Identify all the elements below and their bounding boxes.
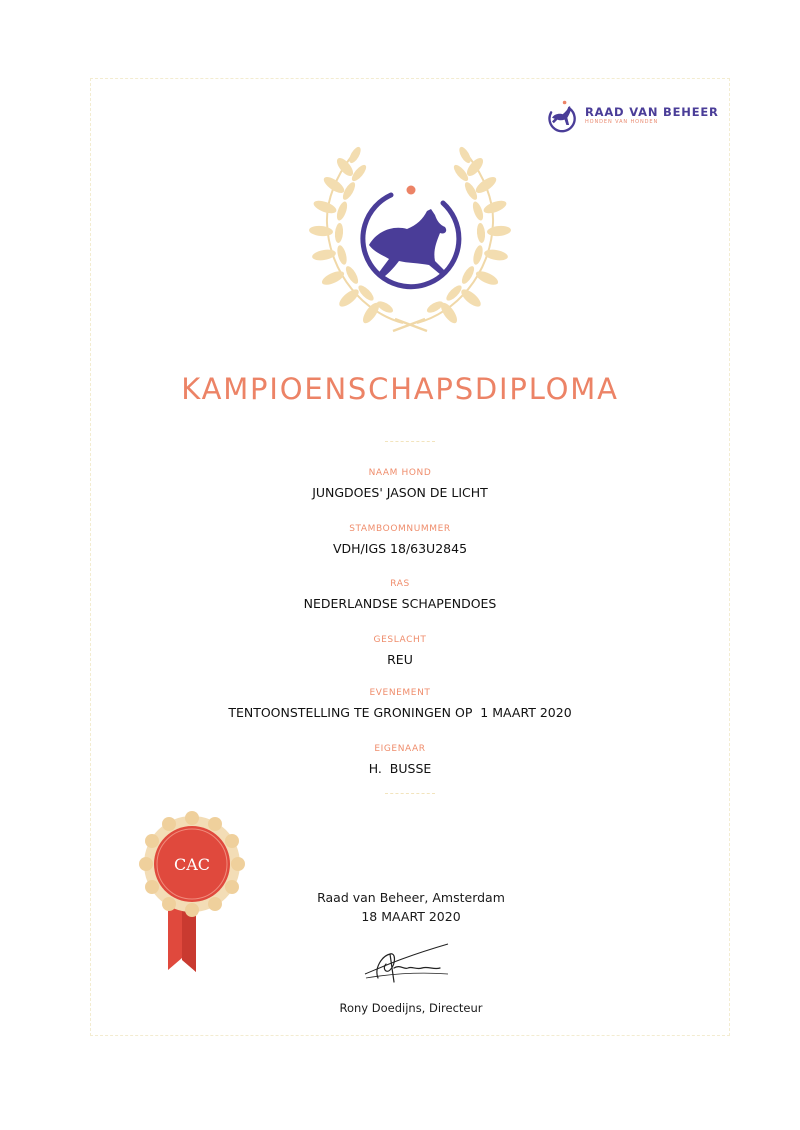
field-value: VDH/IGS 18/63U2845 (332, 541, 468, 556)
field-breed (0, 579, 800, 612)
issuer-place: Raad van Beheer, Amsterdam (317, 890, 505, 905)
divider-top (385, 441, 435, 442)
issue-date: 18 MAART 2020 (361, 909, 461, 924)
brand-logo (543, 98, 733, 134)
field-label: EIGENAAR (374, 744, 426, 754)
handwritten-signature (360, 938, 455, 986)
seal-text: CAC (173, 855, 211, 874)
field-pedigree-number (0, 524, 800, 557)
field-label: RAS (390, 579, 410, 589)
diploma-title: KAMPIOENSCHAPSDIPLOMA (181, 372, 619, 406)
dog-emblem-icon (363, 186, 459, 287)
laurel-dog-emblem (307, 145, 513, 335)
field-label: EVENEMENT (369, 688, 431, 698)
field-sex (0, 635, 800, 668)
field-value: JUNGDOES' JASON DE LICHT (312, 485, 488, 500)
field-dog-name (0, 468, 800, 501)
signer-name: Rony Doedijns, Directeur (339, 1001, 483, 1015)
cac-rosette-seal (138, 810, 246, 978)
field-label: STAMBOOMNUMMER (349, 524, 451, 534)
field-value: REU (387, 652, 413, 667)
field-owner (0, 744, 800, 777)
dog-logo-icon (543, 98, 579, 134)
brand-name: RAAD VAN BEHEER (585, 104, 719, 119)
field-label: NAAM HOND (368, 468, 432, 478)
issuer-block (260, 890, 562, 925)
field-value: H. BUSSE (368, 761, 432, 776)
field-value: NEDERLANDSE SCHAPENDOES (303, 596, 497, 611)
field-value: TENTOONSTELLING TE GRONINGEN OP 1 MAART 2020 (228, 705, 572, 720)
brand-tagline: HONDEN VAN HONDEN (585, 119, 659, 126)
field-event (0, 688, 800, 721)
divider-bottom (385, 793, 435, 794)
field-label: GESLACHT (373, 635, 427, 645)
